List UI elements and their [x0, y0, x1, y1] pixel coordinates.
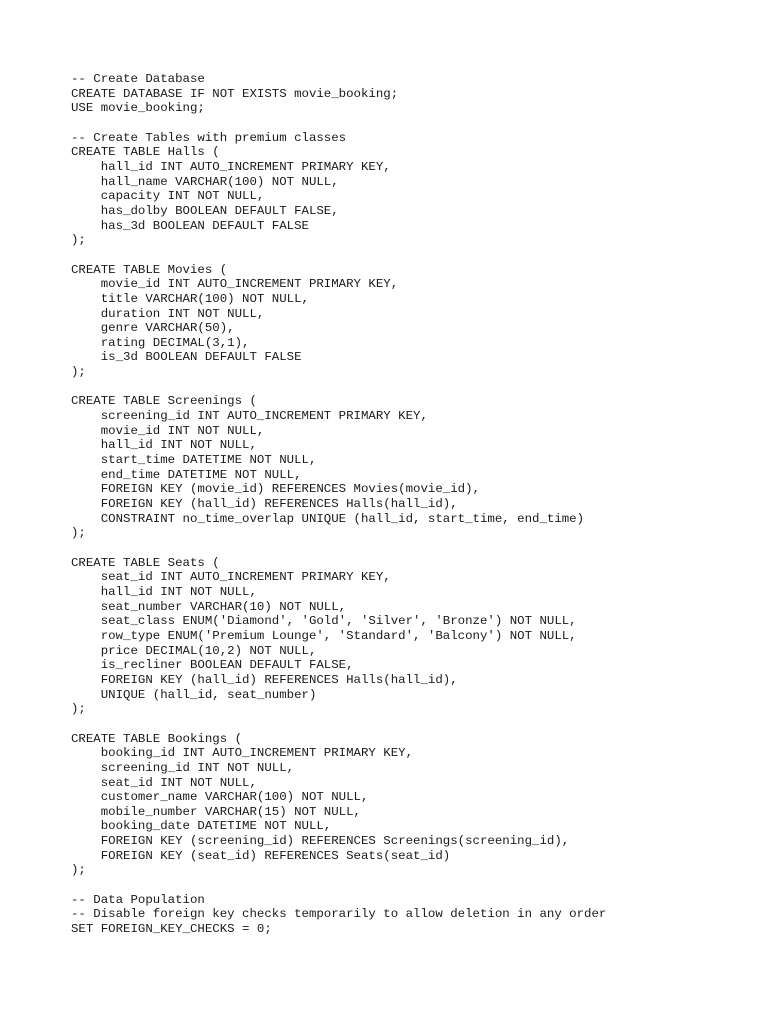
code-line: start_time DATETIME NOT NULL,	[71, 453, 317, 468]
code-line: capacity INT NOT NULL,	[71, 189, 265, 204]
code-line: has_3d BOOLEAN DEFAULT FALSE	[71, 218, 309, 233]
code-line	[71, 248, 606, 263]
code-line: );	[71, 233, 86, 248]
code-line	[71, 380, 606, 395]
code-line: -- Disable foreign key checks temporarily to allow deletion in any order	[71, 907, 607, 922]
code-line: CREATE TABLE Screenings (	[71, 394, 257, 409]
code-line: );	[71, 365, 86, 380]
code-line: SET FOREIGN_KEY_CHECKS = 0;	[71, 922, 272, 937]
code-line: seat_id INT NOT NULL,	[71, 775, 257, 790]
code-line: FOREIGN KEY (hall_id) REFERENCES Halls(hall_id),	[71, 497, 458, 512]
code-line: row_type ENUM('Premium Lounge', 'Standard', 'Balcony') NOT NULL,	[71, 628, 577, 643]
code-line: CREATE TABLE Bookings (	[71, 731, 243, 746]
code-line: booking_id INT AUTO_INCREMENT PRIMARY KEY,	[71, 746, 414, 761]
code-line: genre VARCHAR(50),	[71, 321, 235, 336]
code-line: mobile_number VARCHAR(15) NOT NULL,	[71, 804, 361, 819]
code-line: booking_date DATETIME NOT NULL,	[71, 819, 332, 834]
code-line: CREATE TABLE Movies (	[71, 262, 228, 277]
code-line: );	[71, 526, 86, 541]
code-line	[71, 116, 606, 131]
code-line	[71, 878, 606, 893]
code-line: hall_id INT NOT NULL,	[71, 584, 257, 599]
code-line: movie_id INT AUTO_INCREMENT PRIMARY KEY,	[71, 277, 399, 292]
code-line: FOREIGN KEY (seat_id) REFERENCES Seats(seat_id)	[71, 848, 451, 863]
code-line: price DECIMAL(10,2) NOT NULL,	[71, 643, 317, 658]
code-line: USE movie_booking;	[71, 101, 205, 116]
code-line: -- Create Tables with premium classes	[71, 130, 347, 145]
code-line: hall_name VARCHAR(100) NOT NULL,	[71, 174, 339, 189]
code-line: seat_id INT AUTO_INCREMENT PRIMARY KEY,	[71, 570, 391, 585]
sql-code-block	[71, 72, 606, 937]
code-line: duration INT NOT NULL,	[71, 306, 265, 321]
code-line: );	[71, 863, 86, 878]
code-line: title VARCHAR(100) NOT NULL,	[71, 291, 309, 306]
code-line: hall_id INT AUTO_INCREMENT PRIMARY KEY,	[71, 159, 391, 174]
code-line: has_dolby BOOLEAN DEFAULT FALSE,	[71, 203, 339, 218]
code-line: is_3d BOOLEAN DEFAULT FALSE	[71, 350, 302, 365]
code-line: end_time DATETIME NOT NULL,	[71, 467, 302, 482]
code-line	[71, 541, 606, 556]
code-line: hall_id INT NOT NULL,	[71, 438, 257, 453]
code-line: screening_id INT AUTO_INCREMENT PRIMARY KEY,	[71, 409, 428, 424]
code-line: is_recliner BOOLEAN DEFAULT FALSE,	[71, 658, 354, 673]
code-line: UNIQUE (hall_id, seat_number)	[71, 687, 317, 702]
code-line: seat_number VARCHAR(10) NOT NULL,	[71, 599, 347, 614]
code-line: customer_name VARCHAR(100) NOT NULL,	[71, 790, 369, 805]
code-line: CREATE TABLE Halls (	[71, 145, 220, 160]
code-line	[71, 717, 606, 732]
code-line: FOREIGN KEY (hall_id) REFERENCES Halls(hall_id),	[71, 672, 458, 687]
code-line: -- Data Population	[71, 892, 205, 907]
code-line: movie_id INT NOT NULL,	[71, 423, 265, 438]
code-line: CREATE TABLE Seats (	[71, 555, 220, 570]
code-line: CONSTRAINT no_time_overlap UNIQUE (hall_id, start_time, end_time)	[71, 511, 585, 526]
code-line: screening_id INT NOT NULL,	[71, 760, 295, 775]
code-line: seat_class ENUM('Diamond', 'Gold', 'Silver', 'Bronze') NOT NULL,	[71, 614, 577, 629]
code-line: );	[71, 702, 86, 717]
code-line: -- Create Database	[71, 72, 205, 86]
code-line: FOREIGN KEY (movie_id) REFERENCES Movies(movie_id),	[71, 482, 480, 497]
code-line: CREATE DATABASE IF NOT EXISTS movie_booking;	[71, 86, 399, 101]
code-line: FOREIGN KEY (screening_id) REFERENCES Screenings(screening_id),	[71, 834, 570, 849]
code-line: rating DECIMAL(3,1),	[71, 335, 250, 350]
